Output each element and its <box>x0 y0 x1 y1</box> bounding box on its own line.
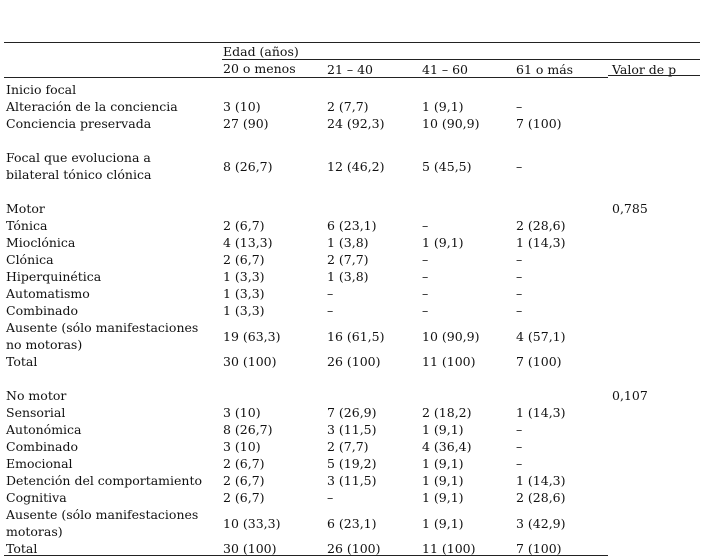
row-label: Alteración de la conciencia <box>6 99 178 114</box>
table-cell: – <box>327 490 334 505</box>
table-cell: 1 (14,3) <box>516 473 566 488</box>
table-cell: 4 (36,4) <box>422 439 472 454</box>
table-cell: – <box>516 252 523 267</box>
row-label: motoras) <box>6 524 63 539</box>
table-cell: – <box>422 303 429 318</box>
table-cell: 3 (10) <box>223 405 261 420</box>
row-label: Sensorial <box>6 405 66 420</box>
table-cell: 19 (63,3) <box>223 328 281 344</box>
table-cell: 3 (10) <box>223 439 261 454</box>
row-label: no motoras) <box>6 337 83 352</box>
row-label: Combinado <box>6 439 78 454</box>
table-cell: – <box>422 218 429 233</box>
table-cell: 6 (23,1) <box>327 515 377 531</box>
table-cell: – <box>516 303 523 318</box>
table-cell: 11 (100) <box>422 541 476 556</box>
table-cell: 7 (100) <box>516 354 562 369</box>
table-cell: 1 (9,1) <box>422 422 464 437</box>
section-p-value: 0,107 <box>612 388 648 403</box>
table-cell: 1 (9,1) <box>422 456 464 471</box>
table-cell: – <box>422 269 429 284</box>
table-cell: – <box>327 286 334 301</box>
row-label: Conciencia preservada <box>6 116 152 131</box>
table-cell: 4 (13,3) <box>223 235 273 250</box>
table-cell: 3 (42,9) <box>516 515 566 531</box>
table-cell: – <box>516 158 523 174</box>
table-cell: 10 (90,9) <box>422 328 480 344</box>
table-cell: – <box>516 269 523 284</box>
row-label: Total <box>6 541 38 556</box>
table-cell: – <box>327 303 334 318</box>
column-header-41-60: 41 – 60 <box>422 62 469 77</box>
table-cell: 7 (100) <box>516 541 562 556</box>
table-cell: 1 (14,3) <box>516 235 566 250</box>
section-title: Inicio focal <box>6 82 77 97</box>
table-cell: 1 (3,8) <box>327 269 369 284</box>
header-bottom-rule-left <box>4 77 608 78</box>
table-cell: 1 (9,1) <box>422 490 464 505</box>
table-cell: 3 (11,5) <box>327 473 377 488</box>
table-cell: 8 (26,7) <box>223 422 273 437</box>
row-label: Combinado <box>6 303 78 318</box>
section-p-value: 0,785 <box>612 201 648 216</box>
table-cell: 1 (9,1) <box>422 235 464 250</box>
group-header-rule <box>222 59 700 60</box>
table-cell: 30 (100) <box>223 354 277 369</box>
table-cell: 2 (6,7) <box>223 218 265 233</box>
row-label: Tónica <box>6 218 48 233</box>
section-title: No motor <box>6 388 67 403</box>
table-cell: 3 (11,5) <box>327 422 377 437</box>
table-cell: – <box>516 99 523 114</box>
table-cell: 10 (33,3) <box>223 515 281 531</box>
table-cell: 12 (46,2) <box>327 158 385 174</box>
table-cell: 2 (6,7) <box>223 490 265 505</box>
table-cell: 2 (7,7) <box>327 99 369 114</box>
column-header-61-or-more: 61 o más <box>516 62 574 77</box>
age-group-header: Edad (años) <box>223 44 299 59</box>
table-cell: 1 (3,3) <box>223 269 265 284</box>
table-cell: – <box>516 286 523 301</box>
table-cell: 5 (45,5) <box>422 158 472 174</box>
table-cell: 10 (90,9) <box>422 116 480 131</box>
row-label: Detención del comportamiento <box>6 473 203 488</box>
table-cell: – <box>422 252 429 267</box>
row-label: Emocional <box>6 456 73 471</box>
row-label: Cognitiva <box>6 490 67 505</box>
table-cell: 30 (100) <box>223 541 277 556</box>
table-cell: – <box>516 422 523 437</box>
row-label: Autonómica <box>6 422 82 437</box>
table-cell: – <box>516 456 523 471</box>
table-cell: 2 (7,7) <box>327 439 369 454</box>
table-cell: 7 (100) <box>516 116 562 131</box>
table-cell: 16 (61,5) <box>327 328 385 344</box>
table-cell: 2 (6,7) <box>223 252 265 267</box>
table-cell: 2 (7,7) <box>327 252 369 267</box>
table-cell: 6 (23,1) <box>327 218 377 233</box>
table-cell: 2 (28,6) <box>516 218 566 233</box>
table-cell: 2 (6,7) <box>223 473 265 488</box>
table-top-rule <box>4 42 700 43</box>
table-cell: 1 (9,1) <box>422 99 464 114</box>
table-cell: 3 (10) <box>223 99 261 114</box>
table-cell: 1 (9,1) <box>422 515 464 531</box>
table-cell: 1 (3,3) <box>223 303 265 318</box>
row-label: Focal que evoluciona a <box>6 150 151 165</box>
section-title: Motor <box>6 201 45 216</box>
table-cell: 26 (100) <box>327 354 381 369</box>
row-label: bilateral tónico clónica <box>6 167 152 182</box>
table-cell: 27 (90) <box>223 116 269 131</box>
row-label: Mioclónica <box>6 235 76 250</box>
row-label: Total <box>6 354 38 369</box>
table-cell: 8 (26,7) <box>223 158 273 174</box>
table-cell: 7 (26,9) <box>327 405 377 420</box>
table-cell: 2 (18,2) <box>422 405 472 420</box>
table-cell: 26 (100) <box>327 541 381 556</box>
column-header-p-value: Valor de p <box>612 62 677 77</box>
table-cell: 1 (3,8) <box>327 235 369 250</box>
table-cell: 24 (92,3) <box>327 116 385 131</box>
row-label: Clónica <box>6 252 54 267</box>
column-header-20-or-less: 20 o menos <box>223 61 296 76</box>
table-cell: 1 (9,1) <box>422 473 464 488</box>
table-cell: – <box>516 439 523 454</box>
table-cell: 1 (14,3) <box>516 405 566 420</box>
table-cell: 2 (28,6) <box>516 490 566 505</box>
row-label: Ausente (sólo manifestaciones <box>6 507 199 522</box>
row-label: Automatismo <box>6 286 90 301</box>
column-header-21-40: 21 – 40 <box>327 62 374 77</box>
table-cell: 5 (19,2) <box>327 456 377 471</box>
table-cell: 4 (57,1) <box>516 328 566 344</box>
row-label: Hiperquinética <box>6 269 102 284</box>
table-cell: – <box>422 286 429 301</box>
table-cell: 2 (6,7) <box>223 456 265 471</box>
table-cell: 11 (100) <box>422 354 476 369</box>
table-cell: 1 (3,3) <box>223 286 265 301</box>
row-label: Ausente (sólo manifestaciones <box>6 320 199 335</box>
